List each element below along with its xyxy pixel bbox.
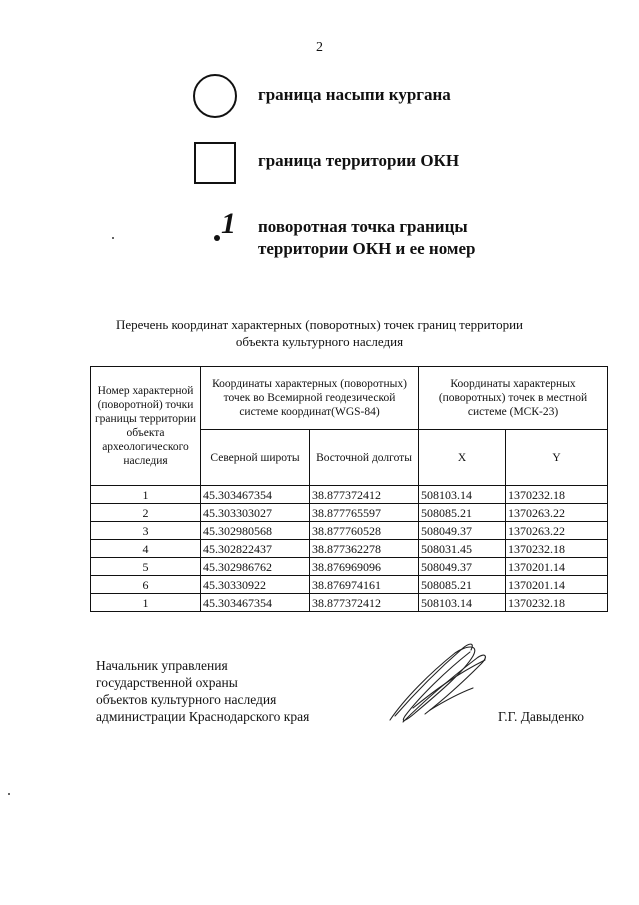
row-point-number: 1 <box>91 594 201 612</box>
legend-turning-point-label-2: территории ОКН и ее номер <box>258 239 476 258</box>
row-x: 508103.14 <box>419 486 506 504</box>
row-longitude: 38.877372412 <box>310 486 419 504</box>
row-point-number: 6 <box>91 576 201 594</box>
row-point-number: 1 <box>91 486 201 504</box>
signer-position-line-1: Начальник управления <box>96 658 228 673</box>
row-point-number: 4 <box>91 540 201 558</box>
row-x: 508085.21 <box>419 504 506 522</box>
row-point-number: 2 <box>91 504 201 522</box>
table-row <box>91 540 608 558</box>
table-row <box>91 576 608 594</box>
header-msk23-coordinates: Координаты характерных (поворотных) точек в местной системе (МСК-23) <box>419 367 608 430</box>
table-header-row <box>91 367 608 430</box>
row-y: 1370232.18 <box>506 594 608 612</box>
row-point-number: 3 <box>91 522 201 540</box>
turning-point-number-icon: 1 <box>221 207 236 240</box>
header-north-latitude: Северной широты <box>201 430 310 486</box>
mound-boundary-circle-icon <box>193 74 237 118</box>
row-latitude: 45.302986762 <box>201 558 310 576</box>
header-y: Y <box>506 430 608 486</box>
signer-position-line-3: объектов культурного наследия <box>96 692 277 707</box>
table-caption <box>0 316 639 350</box>
row-longitude: 38.877760528 <box>310 522 419 540</box>
row-x: 508049.37 <box>419 558 506 576</box>
row-x: 508103.14 <box>419 594 506 612</box>
row-point-number: 5 <box>91 558 201 576</box>
table-caption-line-2: объекта культурного наследия <box>235 334 404 349</box>
scan-speck <box>8 793 10 795</box>
table-row <box>91 594 608 612</box>
table-row <box>91 504 608 522</box>
row-latitude: 45.303467354 <box>201 594 310 612</box>
coordinates-table <box>90 366 608 612</box>
territory-boundary-square-icon <box>194 142 236 184</box>
header-east-longitude: Восточной долготы <box>310 430 419 486</box>
row-longitude: 38.876969096 <box>310 558 419 576</box>
row-y: 1370232.18 <box>506 486 608 504</box>
row-latitude: 45.302980568 <box>201 522 310 540</box>
row-y: 1370263.22 <box>506 504 608 522</box>
row-x: 508049.37 <box>419 522 506 540</box>
table-row <box>91 522 608 540</box>
row-longitude: 38.877372412 <box>310 594 419 612</box>
row-x: 508031.45 <box>419 540 506 558</box>
row-latitude: 45.302822437 <box>201 540 310 558</box>
signer-position-line-4: администрации Краснодарского края <box>96 709 310 724</box>
signer-position-line-2: государственной охраны <box>96 675 238 690</box>
row-x: 508085.21 <box>419 576 506 594</box>
header-point-number: Номер характерной (поворотной) точки границы территории объекта археологического наследия <box>91 367 201 486</box>
header-wgs84-coordinates: Координаты характерных (поворотных) точек во Всемирной геодезической системе координат(WGS-84) <box>201 367 419 430</box>
legend-territory-boundary-label: граница территории ОКН <box>258 151 460 170</box>
row-latitude: 45.303303027 <box>201 504 310 522</box>
row-y: 1370201.14 <box>506 558 608 576</box>
row-y: 1370263.22 <box>506 522 608 540</box>
table-caption-line-1: Перечень координат характерных (поворотных) точек границ территории <box>115 317 524 332</box>
row-longitude: 38.877362278 <box>310 540 419 558</box>
turning-point-dot-icon <box>214 235 220 241</box>
signer-name: Г.Г. Давыденко <box>498 709 585 724</box>
row-longitude: 38.877765597 <box>310 504 419 522</box>
row-latitude: 45.303467354 <box>201 486 310 504</box>
scan-speck <box>112 237 114 239</box>
handwritten-signature <box>385 638 495 728</box>
row-latitude: 45.30330922 <box>201 576 310 594</box>
signer-position <box>96 657 309 725</box>
header-x: X <box>419 430 506 486</box>
table-row <box>91 486 608 504</box>
row-y: 1370201.14 <box>506 576 608 594</box>
row-y: 1370232.18 <box>506 540 608 558</box>
table-row <box>91 558 608 576</box>
legend-mound-boundary-label: граница насыпи кургана <box>258 85 451 104</box>
row-longitude: 38.876974161 <box>310 576 419 594</box>
page-number: 2 <box>316 40 323 55</box>
legend-turning-point-label-1: поворотная точка границы <box>258 217 468 236</box>
